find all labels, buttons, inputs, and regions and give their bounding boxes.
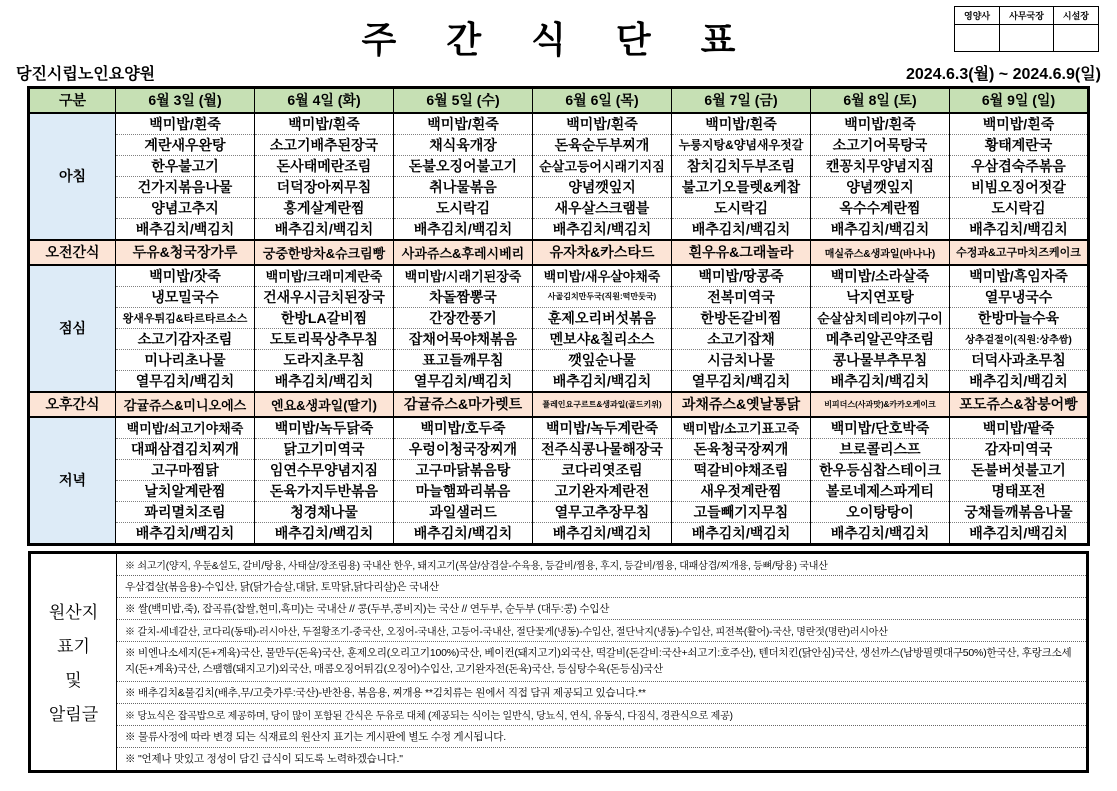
menu-item: 엔요&생과일(딸기)	[255, 392, 394, 417]
menu-item: 돈불버섯불고기	[950, 459, 1089, 480]
menu-item: 배추김치/백김치	[811, 522, 950, 544]
menu-item: 캔꽁치무양념지짐	[811, 155, 950, 176]
section-label: 저녁	[29, 417, 116, 545]
menu-item: 차돌짬뽕국	[394, 286, 533, 307]
menu-item: 코다리엿조림	[533, 459, 672, 480]
menu-item: 고기완자계란전	[533, 480, 672, 501]
notice-line-6: ※ 당뇨식은 잡곡밥으로 제공하며, 당이 많이 포함된 간식은 두유로 대체 (제공되는 식이는 일반식, 당뇨식, 연식, 유동식, 다짐식, 경관식으로 제공)	[117, 704, 1086, 726]
menu-item: 백미밥/크래미계란죽	[255, 265, 394, 287]
menu-item: 포도쥬스&참붕어빵	[950, 392, 1089, 417]
menu-item: 왕새우튀김&타르타르소스	[116, 307, 255, 328]
section-label: 아침	[29, 113, 116, 240]
menu-item: 메추리알곤약조림	[811, 328, 950, 349]
menu-item: 배추김치/백김치	[394, 218, 533, 240]
menu-item: 날치알계란찜	[116, 480, 255, 501]
menu-item: 옥수수계란찜	[811, 197, 950, 218]
menu-item: 깻잎순나물	[533, 349, 672, 370]
facility-name: 당진시립노인요양원	[16, 66, 156, 83]
weekly-menu-table	[27, 86, 1090, 546]
date-range: 2024.6.3(월) ~ 2024.6.9(일)	[905, 66, 1101, 83]
approval-role-facility-director: 시설장	[1053, 7, 1098, 25]
menu-item: 양념고추지	[116, 197, 255, 218]
menu-item: 배추김치/백김치	[116, 218, 255, 240]
menu-item: 백미밥/흑임자죽	[950, 265, 1089, 287]
menu-item: 열무고추장무침	[533, 501, 672, 522]
page-title: 주 간 식 단 표	[361, 19, 756, 60]
menu-item: 백미밥/소고기표고죽	[672, 417, 811, 439]
menu-item: 백미밥/새우살야채죽	[533, 265, 672, 287]
menu-item: 참치김치두부조림	[672, 155, 811, 176]
origin-label-line: 알림글	[48, 705, 99, 724]
section-label: 오후간식	[29, 392, 116, 417]
menu-item: 두유&청국장가루	[116, 240, 255, 265]
menu-item: 순살삼치데리야끼구이	[811, 307, 950, 328]
menu-item: 배추김치/백김치	[533, 522, 672, 544]
menu-item: 열무냉국수	[950, 286, 1089, 307]
menu-item: 돈육순두부찌개	[533, 134, 672, 155]
day-header-3: 6월 6일 (목)	[533, 88, 672, 113]
origin-notice-label	[31, 554, 117, 770]
menu-item: 열무김치/백김치	[116, 370, 255, 392]
menu-item: 계란새우완탕	[116, 134, 255, 155]
menu-item: 소고기배추된장국	[255, 134, 394, 155]
menu-item: 사골김치만두국(직원:떡만둣국)	[533, 286, 672, 307]
menu-item: 간장깐풍기	[394, 307, 533, 328]
menu-item: 배추김치/백김치	[394, 522, 533, 544]
menu-item: 유자차&카스타드	[533, 240, 672, 265]
section-label: 점심	[29, 265, 116, 392]
menu-item: 한방돈갈비찜	[672, 307, 811, 328]
menu-item: 더덕장아찌무침	[255, 176, 394, 197]
approval-signature-cell	[955, 25, 1000, 52]
menu-item: 한방LA갈비찜	[255, 307, 394, 328]
menu-item: 임연수무양념지짐	[255, 459, 394, 480]
menu-item: 순살고등어시래기지짐	[533, 155, 672, 176]
notice-line-8: ※ "언제나 맛있고 정성이 담긴 급식이 되도록 노력하겠습니다."	[125, 753, 403, 765]
menu-item: 명태포전	[950, 480, 1089, 501]
menu-item: 브로콜리스프	[811, 438, 950, 459]
menu-item: 감귤쥬스&미니오에스	[116, 392, 255, 417]
menu-item: 백미밥/흰죽	[811, 113, 950, 135]
menu-item: 우삼겹숙주볶음	[950, 155, 1089, 176]
menu-item: 한우불고기	[116, 155, 255, 176]
menu-item: 훈제오리버섯볶음	[533, 307, 672, 328]
day-header-1: 6월 4일 (화)	[255, 88, 394, 113]
approval-role-dietitian: 영양사	[955, 7, 1000, 25]
menu-item: 돈불오징어불고기	[394, 155, 533, 176]
menu-item: 백미밥/흰죽	[950, 113, 1089, 135]
section-label: 오전간식	[29, 240, 116, 265]
menu-item: 돈사태메란조림	[255, 155, 394, 176]
menu-table-body	[29, 113, 1089, 545]
menu-item: 백미밥/단호박죽	[811, 417, 950, 439]
menu-item: 배추김치/백김치	[672, 218, 811, 240]
menu-item: 배추김치/백김치	[950, 218, 1089, 240]
menu-item: 백미밥/흰죽	[394, 113, 533, 135]
menu-item: 백미밥/팥죽	[950, 417, 1089, 439]
menu-table-header	[29, 88, 1089, 113]
notice-list	[117, 554, 1086, 770]
menu-item: 비피더스(사과맛)&카카오케이크	[811, 392, 950, 417]
origin-label-line: 및	[65, 671, 82, 690]
notice-line-7: ※ 물류사정에 따라 변경 되는 식재료의 원산지 표기는 게시판에 별도 수정 게시됩니다.	[117, 726, 1086, 748]
menu-item: 한방마늘수육	[950, 307, 1089, 328]
menu-item: 도시락김	[950, 197, 1089, 218]
menu-item: 고구마찜닭	[116, 459, 255, 480]
menu-item: 수정과&고구마치즈케이크	[950, 240, 1089, 265]
menu-item: 잡채어묵야채볶음	[394, 328, 533, 349]
menu-item: 멘보샤&칠리소스	[533, 328, 672, 349]
menu-item: 감자미역국	[950, 438, 1089, 459]
menu-item: 과일샐러드	[394, 501, 533, 522]
menu-item: 열무김치/백김치	[672, 370, 811, 392]
menu-item: 배추김치/백김치	[811, 370, 950, 392]
menu-item: 표고들깨무침	[394, 349, 533, 370]
menu-item: 볼로네제스파게티	[811, 480, 950, 501]
menu-item: 소고기잡채	[672, 328, 811, 349]
menu-item: 전주식콩나물해장국	[533, 438, 672, 459]
menu-item: 백미밥/녹두닭죽	[255, 417, 394, 439]
notice-line-3: ※ 갈치-세네갈산, 코다리(동태)-러시아산, 두절황조기-중국산, 오징어-국내산, 고등어-국내산, 절단꽃게(냉동)-수입산, 절단낙지(냉동)-수입산, 피전복(활어)-국산, 명란젓(명란)러시아산	[117, 620, 1086, 642]
menu-item: 콩나물부추무침	[811, 349, 950, 370]
menu-item: 오이탕탕이	[811, 501, 950, 522]
menu-item: 취나물볶음	[394, 176, 533, 197]
menu-item: 건새우시금치된장국	[255, 286, 394, 307]
menu-item: 닭고기미역국	[255, 438, 394, 459]
menu-item: 홍게살계란찜	[255, 197, 394, 218]
menu-item: 배추김치/백김치	[255, 370, 394, 392]
day-header-5: 6월 8일 (토)	[811, 88, 950, 113]
menu-item: 배추김치/백김치	[255, 522, 394, 544]
menu-item: 청경채나물	[255, 501, 394, 522]
menu-item: 백미밥/흰죽	[533, 113, 672, 135]
menu-item: 소고기어묵탕국	[811, 134, 950, 155]
menu-item: 플레인요구르트&생과일(골드키위)	[533, 392, 672, 417]
day-header-4: 6월 7일 (금)	[672, 88, 811, 113]
menu-item: 양념깻잎지	[811, 176, 950, 197]
menu-item: 한우등심찹스테이크	[811, 459, 950, 480]
menu-item: 도시락김	[394, 197, 533, 218]
menu-item: 궁채들깨볶음나물	[950, 501, 1089, 522]
menu-item: 배추김치/백김치	[116, 522, 255, 544]
menu-item: 도라지초무침	[255, 349, 394, 370]
menu-item: 양념깻잎지	[533, 176, 672, 197]
menu-item: 돈육가지두반볶음	[255, 480, 394, 501]
menu-item: 누룽지탕&양념새우젓갈	[672, 134, 811, 155]
menu-item: 백미밥/땅콩죽	[672, 265, 811, 287]
menu-item: 상추겉절이(직원:상추쌈)	[950, 328, 1089, 349]
menu-item: 전복미역국	[672, 286, 811, 307]
menu-item: 백미밥/흰죽	[255, 113, 394, 135]
menu-item: 배추김치/백김치	[811, 218, 950, 240]
menu-item: 불고기오믈렛&케찹	[672, 176, 811, 197]
menu-item: 사과쥬스&후레시베리	[394, 240, 533, 265]
menu-item: 채식육개장	[394, 134, 533, 155]
notice-line-2: ※ 쌀(백미밥,죽), 잡곡류(찹쌀,현미,흑미)는 국내산 // 콩(두부,콩비지)는 국산 // 연두부, 순두부 (대두:콩) 수입산	[117, 598, 1086, 620]
page-header	[14, 4, 1103, 86]
menu-item: 우렁이청국장찌개	[394, 438, 533, 459]
menu-item: 배추김치/백김치	[950, 522, 1089, 544]
menu-item: 백미밥/쇠고기야채죽	[116, 417, 255, 439]
menu-item: 배추김치/백김치	[950, 370, 1089, 392]
table-corner-header: 구분	[29, 88, 116, 113]
menu-item: 백미밥/흰죽	[116, 113, 255, 135]
menu-item: 백미밥/흰죽	[672, 113, 811, 135]
menu-item: 미나리초나물	[116, 349, 255, 370]
day-header-6: 6월 9일 (일)	[950, 88, 1089, 113]
menu-item: 낙지연포탕	[811, 286, 950, 307]
approval-signature-cell	[1053, 25, 1098, 52]
notice-line-5: ※ 배추김치&물김치(배추,무/고춧가루:국산)-반찬용, 볶음용, 찌개용 **김치류는 원에서 직접 담궈 제공되고 있습니다.**	[117, 682, 1086, 704]
origin-notice-box	[28, 551, 1089, 773]
origin-label-line: 원산지	[48, 603, 99, 622]
menu-item: 매실쥬스&생과일(바나나)	[811, 240, 950, 265]
menu-item: 백미밥/소라살죽	[811, 265, 950, 287]
menu-item: 흰우유&그래놀라	[672, 240, 811, 265]
menu-item: 배추김치/백김치	[533, 370, 672, 392]
day-header-2: 6월 5일 (수)	[394, 88, 533, 113]
menu-item: 배추김치/백김치	[533, 218, 672, 240]
menu-item: 백미밥/녹두계란죽	[533, 417, 672, 439]
menu-item: 도토리묵상추무침	[255, 328, 394, 349]
menu-item: 비빔오징어젓갈	[950, 176, 1089, 197]
menu-item: 돈육청국장찌개	[672, 438, 811, 459]
menu-item: 꽈리멸치조림	[116, 501, 255, 522]
menu-item: 냉모밀국수	[116, 286, 255, 307]
menu-item: 백미밥/잣죽	[116, 265, 255, 287]
menu-item: 백미밥/호두죽	[394, 417, 533, 439]
menu-item: 궁중한방차&슈크림빵	[255, 240, 394, 265]
notice-line-4: ※ 비엔나소세지(돈+계육)국산, 물만두(돈육)국산, 훈제오리(오리고기100%)국산, 베이컨(돼지고기)외국산, 떡갈비(돈갈비:국산+쇠고기:호주산), 텐더치킨(닭안심)국산, 생선까스(남방필렛대구50%)한국산, 후랑크소세지(돈+계육)국산, 스팸햄(돼지고기)외국산, 매콤오징어튀김(오징어)수입산, 고기완자전(돈육)국산, 등심탕수육(돈등심)국산	[117, 642, 1086, 682]
menu-item: 백미밥/시래기된장죽	[394, 265, 533, 287]
notice-line-1: 우삼겹살(볶음용)-수입산, 닭(닭가슴살,대닭, 토막닭,닭다리살)은 국내산	[117, 576, 1086, 598]
menu-item: 감귤쥬스&마가렛트	[394, 392, 533, 417]
menu-item: 시금치나물	[672, 349, 811, 370]
approval-signature-cell	[1000, 25, 1054, 52]
notice-line-0: ※ 쇠고기(양지, 우둔&설도, 갈비/탕용, 사태살/장조림용) 국내산 한우, 돼지고기(목살/삼겹살-수육용, 등갈비/찜용, 후지, 등갈비/찜용, 대패삼겹/찌개용, 등뼈/탕용) 국내산	[117, 554, 1086, 576]
menu-item: 건가지볶음나물	[116, 176, 255, 197]
menu-item: 대패삼겹김치찌개	[116, 438, 255, 459]
approval-role-office-manager: 사무국장	[1000, 7, 1054, 25]
menu-item: 과채쥬스&옛날통닭	[672, 392, 811, 417]
day-header-0: 6월 3일 (월)	[116, 88, 255, 113]
menu-item: 새우젓계란찜	[672, 480, 811, 501]
menu-item: 소고기감자조림	[116, 328, 255, 349]
menu-item: 고들빼기지무침	[672, 501, 811, 522]
menu-item: 도시락김	[672, 197, 811, 218]
menu-item: 더덕사과초무침	[950, 349, 1089, 370]
origin-label-line: 표기	[57, 637, 90, 656]
menu-item: 떡갈비야채조림	[672, 459, 811, 480]
menu-item: 배추김치/백김치	[672, 522, 811, 544]
menu-item: 열무김치/백김치	[394, 370, 533, 392]
menu-item: 마늘햄꽈리볶음	[394, 480, 533, 501]
approval-signature-table	[954, 6, 1099, 52]
menu-item: 새우살스크램블	[533, 197, 672, 218]
menu-item: 배추김치/백김치	[255, 218, 394, 240]
menu-item: 고구마닭볶음탕	[394, 459, 533, 480]
menu-item: 황태계란국	[950, 134, 1089, 155]
